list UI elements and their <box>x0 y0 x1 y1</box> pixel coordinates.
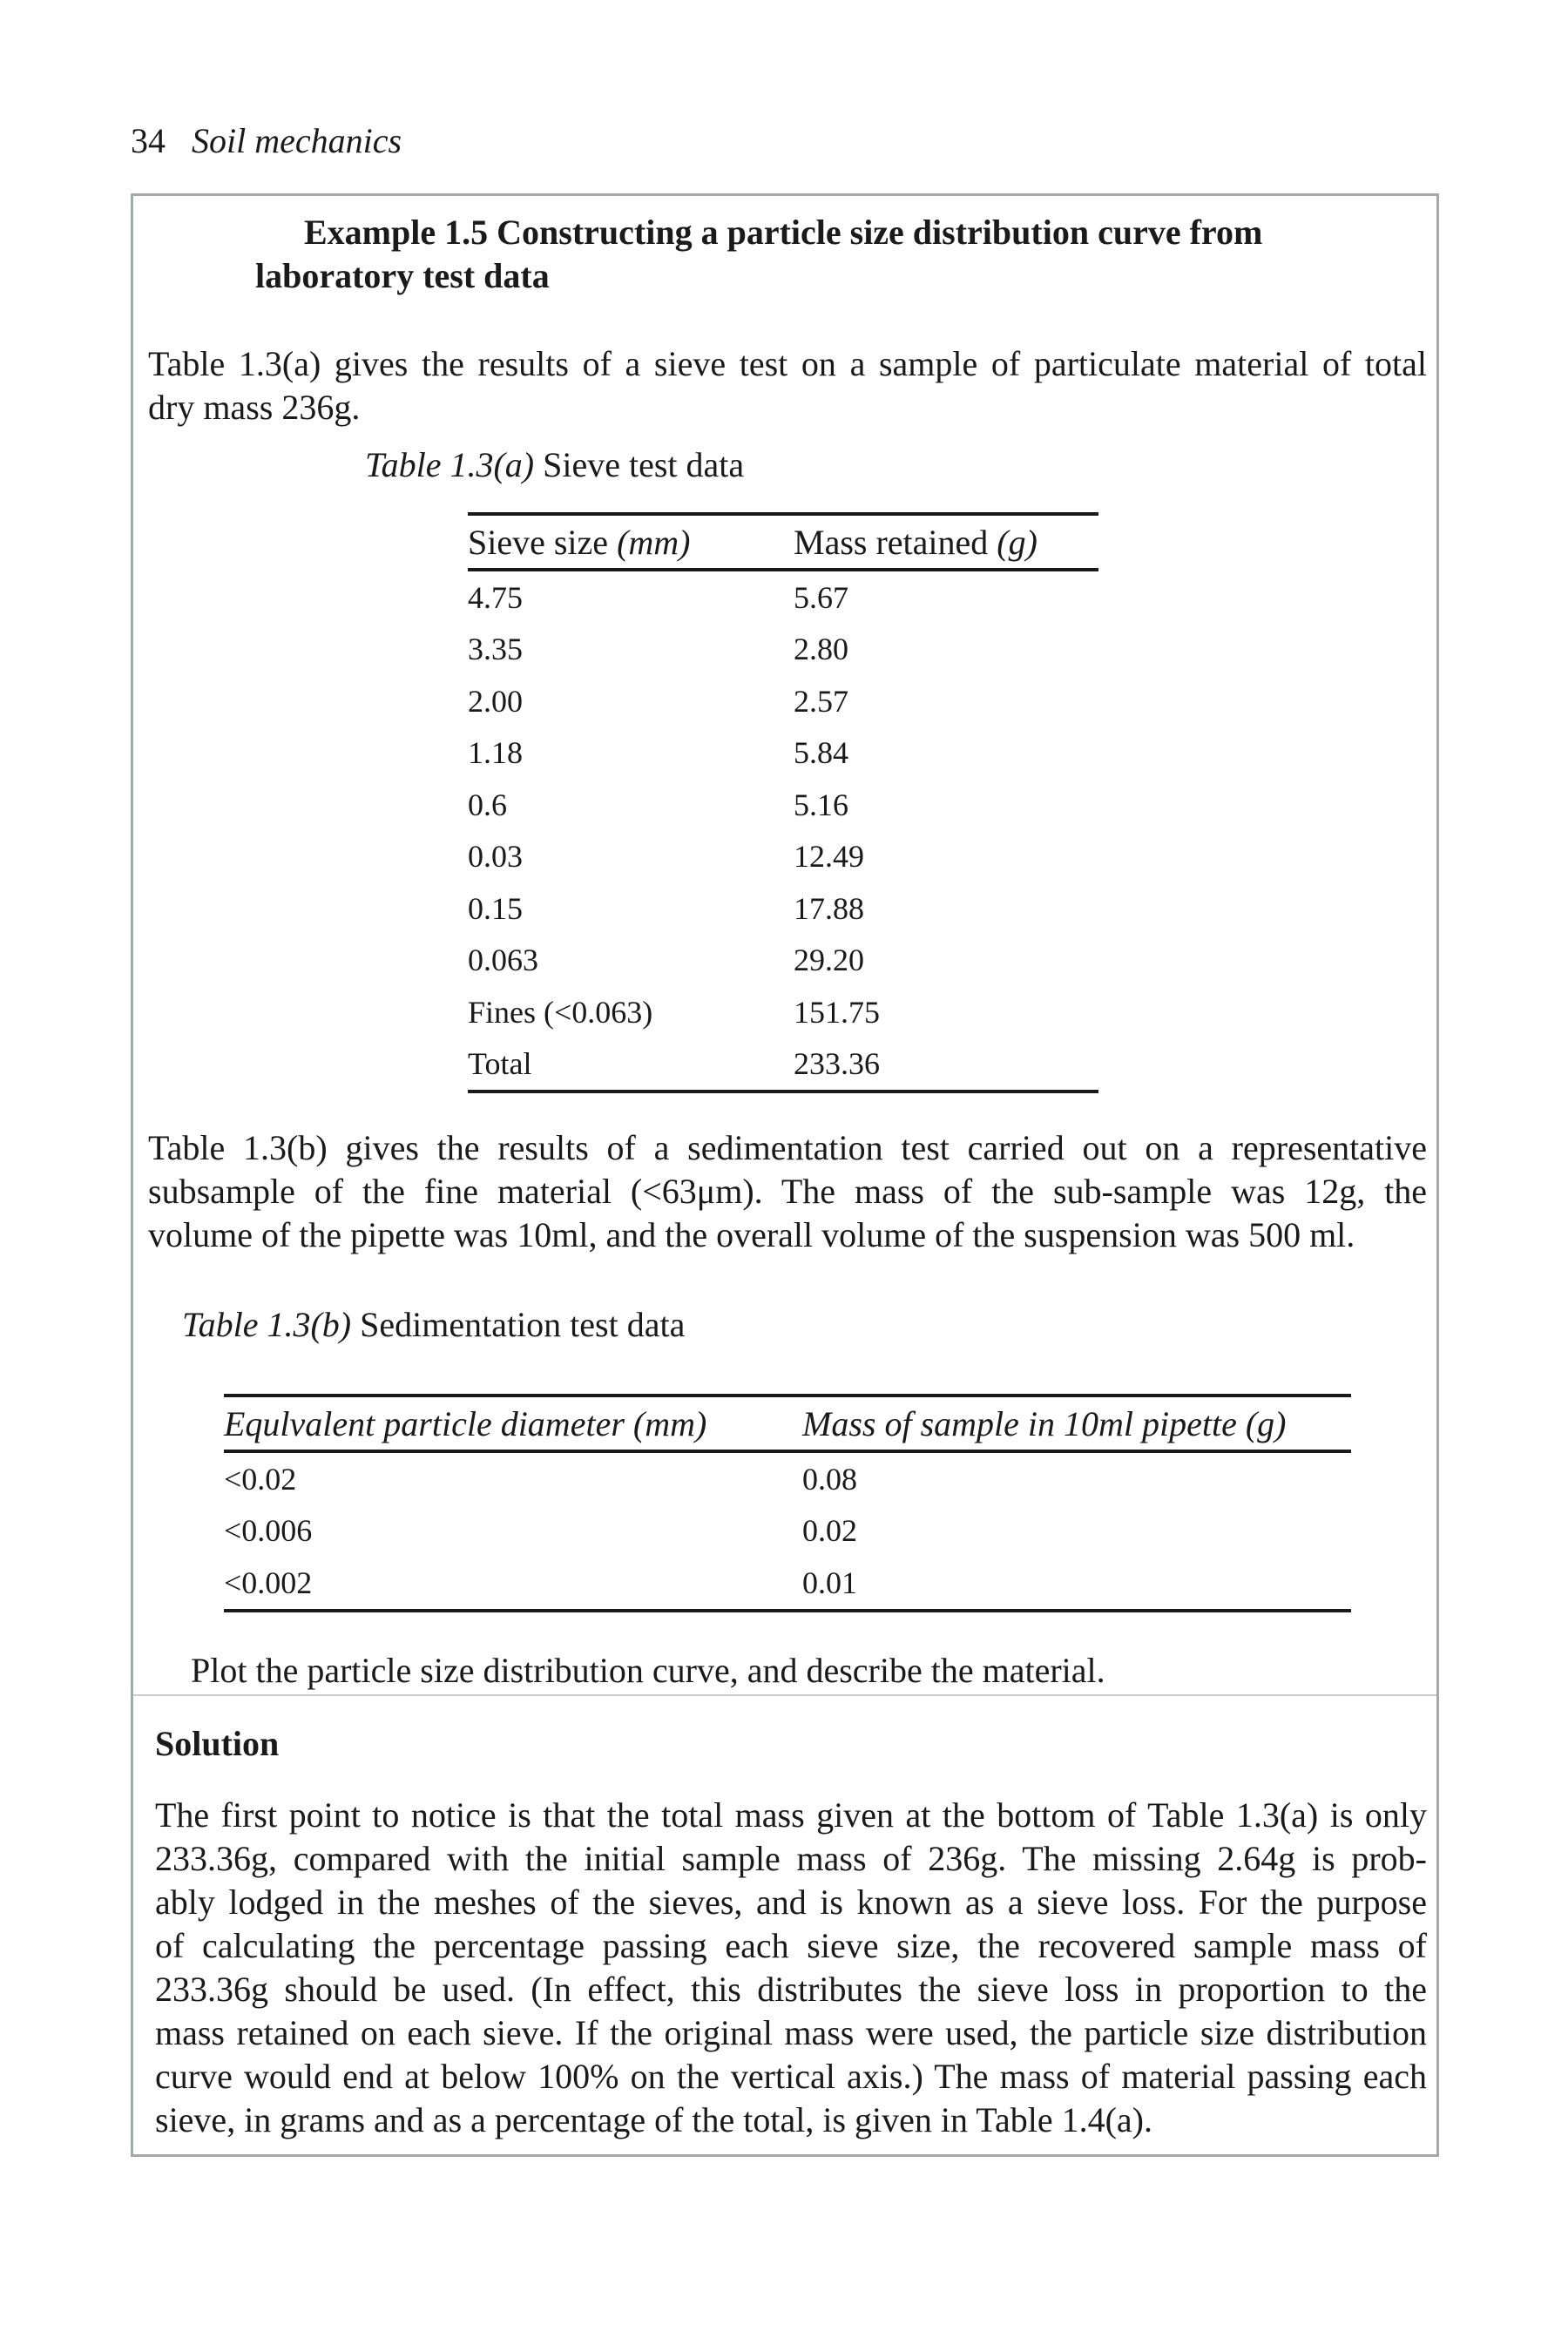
table-b-caption-text: Sedimentation test data <box>351 1305 686 1344</box>
intro-line: Table 1.3(a) gives the results of a sieve test on a sample of particulate material of total <box>148 344 1427 383</box>
col-equivalent-diameter: Equlvalent particle diameter (mm) <box>224 1403 707 1443</box>
table-row <box>468 986 1098 1038</box>
mass-cell: 29.20 <box>794 943 864 978</box>
intro-paragraph <box>148 342 1427 429</box>
sieve-size-cell: 0.6 <box>468 787 507 822</box>
table-row <box>468 831 1098 883</box>
sieve-size-cell: 3.35 <box>468 632 523 667</box>
mass-cell: 5.84 <box>794 735 848 771</box>
mass-cell: 2.57 <box>794 683 848 719</box>
sieve-size-cell: Total <box>468 1046 532 1082</box>
solution-heading: Solution <box>155 1724 280 1763</box>
solution-line: ably lodged in the meshes of the sieves, and is known as a sieve loss. For the purpose <box>155 1882 1427 1922</box>
table-row <box>224 1557 1351 1611</box>
intro-line: dry mass 236g. <box>148 388 361 427</box>
solution-line: curve would end at below 100% on the vertical axis.) The mass of material passing each <box>155 2057 1427 2096</box>
sieve-size-cell: 0.15 <box>468 890 523 926</box>
table-row <box>468 935 1098 987</box>
mass-cell: 17.88 <box>794 890 864 926</box>
pipette-mass-cell: 0.01 <box>802 1565 857 1600</box>
para-b-line: subsample of the fine material (<63μm). The mass of the sub-sample was 12g, the <box>148 1172 1427 1211</box>
table-row <box>224 1505 1351 1558</box>
table-row <box>468 1038 1098 1092</box>
table-b-caption-label: Table 1.3(b) <box>182 1305 352 1344</box>
sieve-size-cell: 4.75 <box>468 579 523 615</box>
mass-cell: 12.49 <box>794 839 864 875</box>
table-a-caption <box>365 443 744 487</box>
mass-cell: 233.36 <box>794 1046 880 1082</box>
solution-line: 233.36g, compared with the initial sample mass of 236g. The missing 2.64g is prob- <box>155 1839 1427 1878</box>
running-title: Soil mechanics <box>192 121 402 160</box>
sieve-test-table <box>468 512 1098 1093</box>
sieve-size-cell: 2.00 <box>468 683 523 719</box>
solution-line: 233.36g should be used. (In effect, this distributes the sieve loss in proportion to the <box>155 1970 1427 2009</box>
para-b-line: volume of the pipette was 10ml, and the overall volume of the suspension was 500 ml. <box>148 1215 1355 1254</box>
solution-line: mass retained on each sieve. If the original mass were used, the particle size distribution <box>155 2013 1427 2052</box>
table-b-caption <box>182 1303 685 1347</box>
solution-line: of calculating the percentage passing each sieve size, the recovered sample mass of <box>155 1926 1427 1965</box>
solution-paragraph <box>155 1794 1427 2142</box>
example-box <box>131 193 1439 2157</box>
col-mass-in-pipette: Mass of sample in 10ml pipette (g) <box>802 1403 1287 1443</box>
table-a-caption-label: Table 1.3(a) <box>365 445 535 484</box>
pipette-mass-cell: 0.02 <box>802 1513 857 1549</box>
diameter-cell: <0.02 <box>224 1461 297 1497</box>
page-number: 34 <box>131 121 166 160</box>
solution-line: sieve, in grams and as a percentage of the total, is given in Table 1.4(a). <box>155 2100 1152 2139</box>
solution-line: The first point to notice is that the total mass given at the bottom of Table 1.3(a) is only <box>155 1795 1427 1835</box>
running-head <box>131 118 402 164</box>
col-mass-retained: Mass retained (g) <box>794 522 1037 562</box>
table-row <box>468 675 1098 727</box>
example-title-line1: Example 1.5 Constructing a particle size distribution curve from <box>304 213 1263 252</box>
table-row <box>468 779 1098 831</box>
table-row <box>468 727 1098 780</box>
mass-cell: 151.75 <box>794 994 880 1030</box>
table-row <box>468 570 1098 624</box>
table-row <box>224 1451 1351 1505</box>
col-sieve-size: Sieve size (mm) <box>468 522 691 562</box>
sieve-size-cell: 0.03 <box>468 839 523 875</box>
sieve-size-cell: 1.18 <box>468 735 523 771</box>
mass-cell: 2.80 <box>794 632 848 667</box>
para-b-line: Table 1.3(b) gives the results of a sedimentation test carried out on a representative <box>148 1128 1427 1167</box>
table-header-row <box>468 514 1098 570</box>
pipette-mass-cell: 0.08 <box>802 1461 857 1497</box>
diameter-cell: <0.006 <box>224 1513 313 1549</box>
table-a-caption-text: Sieve test data <box>534 445 745 484</box>
mass-cell: 5.67 <box>794 579 848 615</box>
section-divider <box>133 1694 1436 1696</box>
sedimentation-table <box>224 1394 1351 1612</box>
table-row <box>468 624 1098 676</box>
sieve-size-cell: 0.063 <box>468 943 538 978</box>
example-title-line2: laboratory test data <box>255 256 550 295</box>
mass-cell: 5.16 <box>794 787 848 822</box>
diameter-cell: <0.002 <box>224 1565 313 1600</box>
task-statement: Plot the particle size distribution curve, and describe the material. <box>191 1651 1105 1690</box>
table-header-row <box>224 1396 1351 1451</box>
sedimentation-paragraph <box>148 1126 1427 1257</box>
sieve-size-cell: Fines (<0.063) <box>468 994 653 1030</box>
table-row <box>468 882 1098 935</box>
